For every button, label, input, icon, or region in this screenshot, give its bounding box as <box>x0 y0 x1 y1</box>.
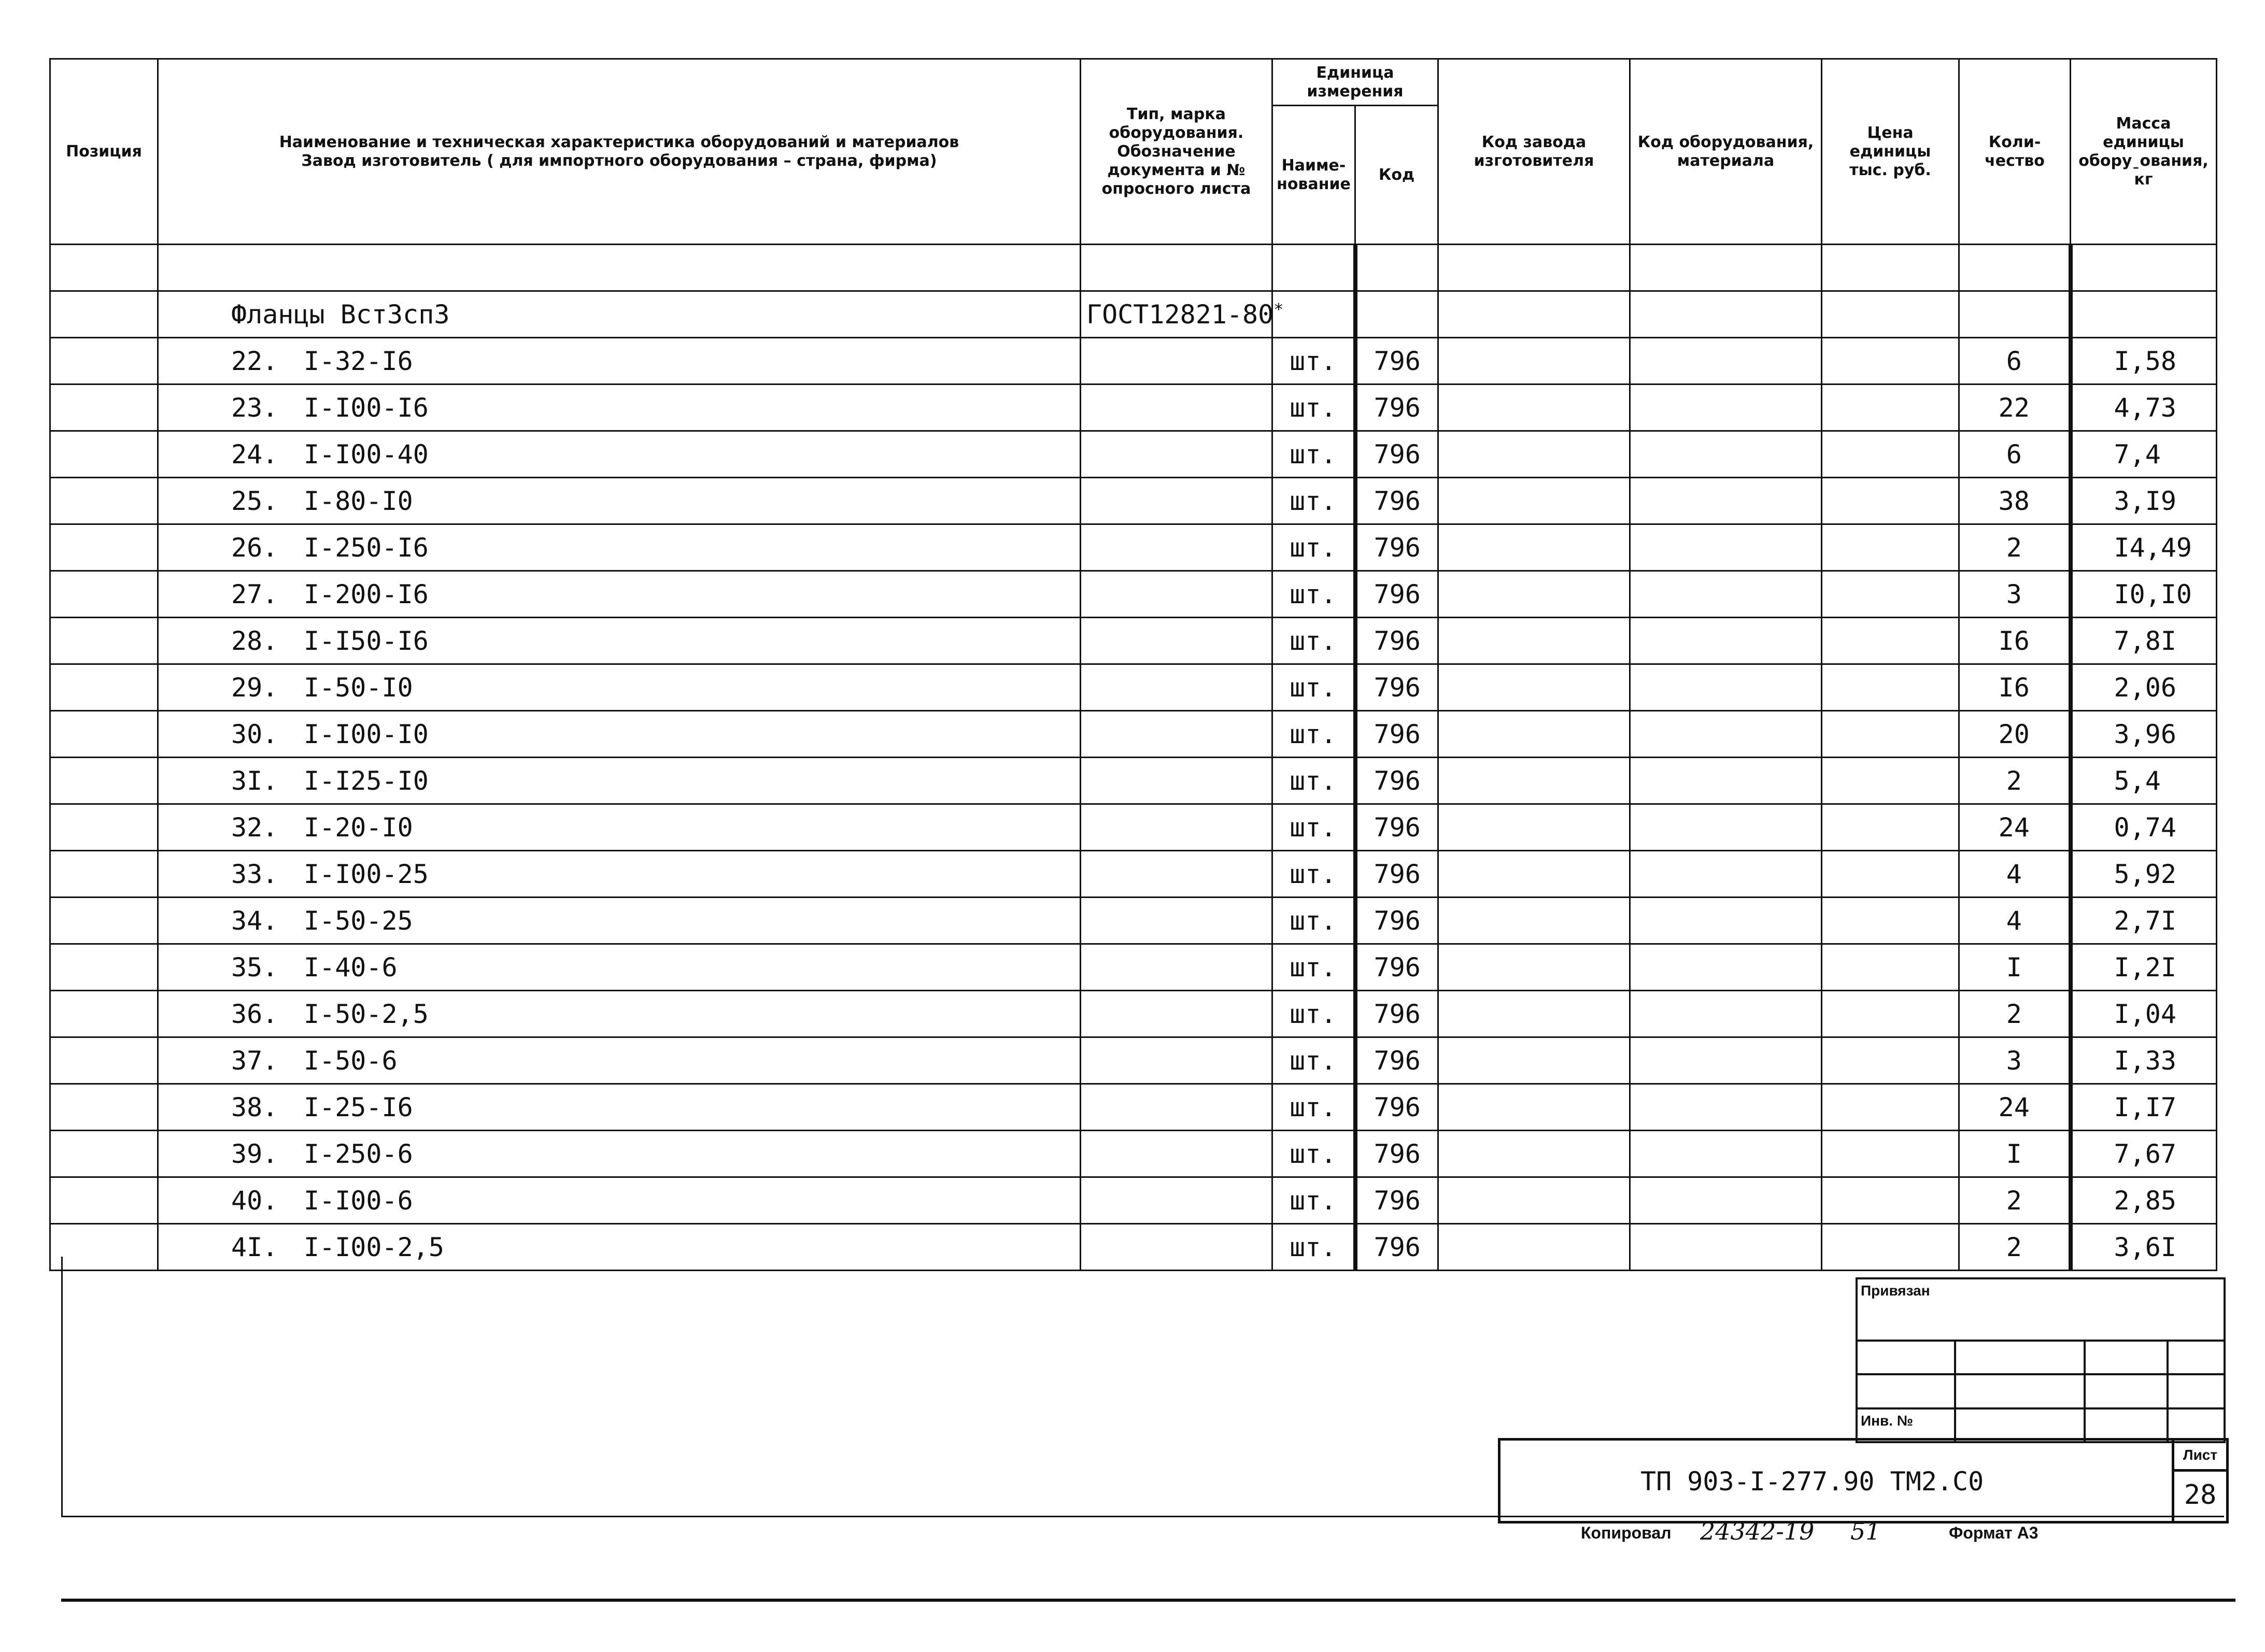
handwritten-number: 24342-19 <box>1700 1517 1815 1545</box>
header-price: Цена единицы тыс. руб. <box>1822 59 1959 245</box>
bottom-rule <box>61 1599 2235 1602</box>
row-name: I-50-2,5 <box>304 999 429 1029</box>
sheet-number: 28 <box>2184 1479 2217 1511</box>
row-unit: шт. <box>1290 719 1337 749</box>
row-mass: I,I7 <box>2114 1092 2176 1122</box>
row-name: I-250-6 <box>304 1138 413 1169</box>
row-number: 23. <box>231 392 278 423</box>
row-unit: шт. <box>1290 486 1337 516</box>
row-mass: I,58 <box>2114 346 2176 376</box>
table-row <box>50 524 2217 571</box>
table-row <box>50 1131 2217 1177</box>
row-mass: I,2I <box>2114 952 2176 982</box>
row-mass: 3,6I <box>2114 1232 2176 1262</box>
header-name-line2: Завод изготовитель ( для импортного оборудования – страна, фирма) <box>301 151 937 170</box>
row-unit: шт. <box>1290 625 1337 656</box>
row-number: 39. <box>231 1138 278 1169</box>
row-unit-code: 796 <box>1374 532 1421 563</box>
stamp-inv-label: Инв. № <box>1857 1408 1955 1442</box>
copied-label: Копировал <box>1581 1523 1672 1542</box>
header-name-line1: Наименование и техническая характеристика оборудований и материалов <box>279 133 959 151</box>
row-unit: шт. <box>1290 1185 1337 1216</box>
row-quantity: 6 <box>2006 346 2022 376</box>
row-mass: 3,I9 <box>2114 486 2176 516</box>
group-doc-text: ГОСТ12821-80 <box>1086 299 1274 330</box>
row-unit: шт. <box>1290 1232 1337 1262</box>
row-quantity: I <box>2006 952 2022 982</box>
row-name: I-80-I0 <box>304 486 413 516</box>
row-number: 24. <box>231 439 278 469</box>
row-number: 22. <box>231 346 278 376</box>
row-name: I-I00-I0 <box>304 719 429 749</box>
row-quantity: 2 <box>2006 999 2022 1029</box>
specification-table <box>49 58 2217 1271</box>
row-name: I-40-6 <box>304 952 398 982</box>
format-label: Формат А3 <box>1949 1523 2039 1542</box>
row-mass: 7,8I <box>2114 625 2176 656</box>
row-name: I-20-I0 <box>304 812 413 843</box>
row-quantity: 3 <box>2006 1045 2022 1076</box>
binding-stamp <box>1856 1277 2224 1443</box>
row-quantity: 4 <box>2006 859 2022 889</box>
row-unit-code: 796 <box>1374 859 1421 889</box>
row-number: 3I. <box>231 765 278 796</box>
table-row <box>50 804 2217 851</box>
table-row <box>50 338 2217 384</box>
row-name: I-50-I0 <box>304 672 413 703</box>
table-row <box>50 384 2217 431</box>
row-name: I-I00-40 <box>304 439 429 469</box>
group-row <box>50 291 2217 338</box>
row-number: 30. <box>231 719 278 749</box>
row-unit: шт. <box>1290 346 1337 376</box>
row-unit-code: 796 <box>1374 812 1421 843</box>
row-unit: шт. <box>1290 439 1337 469</box>
header-position: Позиция <box>50 59 158 245</box>
row-unit-code: 796 <box>1374 579 1421 609</box>
row-unit-code: 796 <box>1374 765 1421 796</box>
row-unit-code: 796 <box>1374 719 1421 749</box>
header-unit-group: Единица измерения <box>1272 59 1438 106</box>
row-number: 36. <box>231 999 278 1029</box>
row-quantity: 4 <box>2006 905 2022 936</box>
row-mass: I4,49 <box>2114 532 2192 563</box>
table-row <box>50 1177 2217 1224</box>
table-row <box>50 618 2217 664</box>
table-row <box>50 944 2217 991</box>
row-name: I-50-25 <box>304 905 413 936</box>
stamp-linked-label: Привязан <box>1857 1278 2225 1341</box>
row-unit-code: 796 <box>1374 905 1421 936</box>
row-mass: 2,06 <box>2114 672 2176 703</box>
header-equipment-code: Код оборудования, материала <box>1630 59 1822 245</box>
row-mass: I,04 <box>2114 999 2176 1029</box>
row-mass: 5,92 <box>2114 859 2176 889</box>
row-unit-code: 796 <box>1374 625 1421 656</box>
row-unit: шт. <box>1290 1045 1337 1076</box>
row-quantity: 3 <box>2006 579 2022 609</box>
row-unit: шт. <box>1290 532 1337 563</box>
row-number: 27. <box>231 579 278 609</box>
row-quantity: 2 <box>2006 1232 2022 1262</box>
row-number: 35. <box>231 952 278 982</box>
row-number: 34. <box>231 905 278 936</box>
handwritten-extra: 51 <box>1850 1517 1881 1545</box>
header-unit-name: Наиме-нование <box>1272 106 1355 245</box>
row-number: 40. <box>231 1185 278 1216</box>
row-mass: 4,73 <box>2114 392 2176 423</box>
row-mass: 3,96 <box>2114 719 2176 749</box>
group-name: Фланцы ВстЗсп3 <box>158 291 1081 338</box>
sheet-label: Лист <box>2174 1441 2226 1472</box>
row-number: 33. <box>231 859 278 889</box>
group-doc <box>1081 291 1284 338</box>
row-quantity: 22 <box>1998 392 2030 423</box>
group-doc-sup: * <box>1273 299 1284 319</box>
table-row <box>50 1037 2217 1084</box>
sheet-cell <box>2172 1441 2226 1521</box>
row-unit-code: 796 <box>1374 1232 1421 1262</box>
row-unit-code: 796 <box>1374 439 1421 469</box>
row-unit: шт. <box>1290 812 1337 843</box>
row-unit: шт. <box>1290 859 1337 889</box>
row-name: I-200-I6 <box>304 579 429 609</box>
row-mass: 2,85 <box>2114 1185 2176 1216</box>
row-unit: шт. <box>1290 579 1337 609</box>
row-number: 29. <box>231 672 278 703</box>
row-number: 32. <box>231 812 278 843</box>
row-unit-code: 796 <box>1374 392 1421 423</box>
header-mass: Масса единицы оборуˍования, кг <box>2071 59 2217 245</box>
row-unit-code: 796 <box>1374 672 1421 703</box>
row-unit: шт. <box>1290 1092 1337 1122</box>
row-unit-code: 796 <box>1374 999 1421 1029</box>
row-mass: I0,I0 <box>2114 579 2192 609</box>
row-name: I-I00-6 <box>304 1185 413 1216</box>
row-quantity: 24 <box>1998 1092 2030 1122</box>
row-unit-code: 796 <box>1374 346 1421 376</box>
table-row <box>50 1084 2217 1131</box>
row-unit: шт. <box>1290 765 1337 796</box>
row-quantity: 24 <box>1998 812 2030 843</box>
row-unit: шт. <box>1290 672 1337 703</box>
row-unit-code: 796 <box>1374 486 1421 516</box>
row-mass: 7,4 <box>2114 439 2161 469</box>
row-name: I-250-I6 <box>304 532 429 563</box>
table-row <box>50 851 2217 898</box>
table-row <box>50 898 2217 944</box>
row-quantity: 38 <box>1998 486 2030 516</box>
row-number: 4I. <box>231 1232 278 1262</box>
header-unit-code: Код <box>1355 106 1438 245</box>
table-row <box>50 711 2217 758</box>
row-number: 28. <box>231 625 278 656</box>
table-row <box>50 571 2217 618</box>
row-name: I-25-I6 <box>304 1092 413 1122</box>
row-name: I-50-6 <box>304 1045 398 1076</box>
row-number: 38. <box>231 1092 278 1122</box>
table-row <box>50 478 2217 524</box>
row-name: I-32-I6 <box>304 346 413 376</box>
row-mass: 0,74 <box>2114 812 2176 843</box>
row-name: I-I00-2,5 <box>304 1232 444 1262</box>
header-name <box>158 59 1081 245</box>
row-number: 25. <box>231 486 278 516</box>
header-factory-code: Код завода изготовителя <box>1438 59 1630 245</box>
row-quantity: I6 <box>1998 625 2030 656</box>
row-number: 26. <box>231 532 278 563</box>
row-unit: шт. <box>1290 1138 1337 1169</box>
header-type: Тип, марка оборудования. Обозначение документа и № опросного листа <box>1081 59 1272 245</box>
table-row <box>50 991 2217 1037</box>
document-code: ТП 903-I-277.90 ТМ2.С0 <box>1640 1466 1984 1497</box>
row-mass: 5,4 <box>2114 765 2161 796</box>
row-unit-code: 796 <box>1374 952 1421 982</box>
row-unit: шт. <box>1290 952 1337 982</box>
row-mass: I,33 <box>2114 1045 2176 1076</box>
row-unit-code: 796 <box>1374 1045 1421 1076</box>
row-quantity: 2 <box>2006 765 2022 796</box>
table-row <box>50 431 2217 478</box>
row-number: 37. <box>231 1045 278 1076</box>
row-name: I-I25-I0 <box>304 765 429 796</box>
row-quantity: I6 <box>1998 672 2030 703</box>
row-mass: 7,67 <box>2114 1138 2176 1169</box>
table-row <box>50 664 2217 711</box>
row-quantity: 2 <box>2006 1185 2022 1216</box>
row-unit-code: 796 <box>1374 1138 1421 1169</box>
row-unit-code: 796 <box>1374 1185 1421 1216</box>
row-unit: шт. <box>1290 999 1337 1029</box>
row-unit-code: 796 <box>1374 1092 1421 1122</box>
row-unit: шт. <box>1290 905 1337 936</box>
footer <box>1581 1517 2099 1555</box>
table-row <box>50 758 2217 804</box>
title-block <box>1498 1438 2229 1523</box>
row-name: I-I00-25 <box>304 859 429 889</box>
empty-row <box>50 245 2217 291</box>
header-quantity: Коли-чество <box>1959 59 2071 245</box>
row-quantity: 2 <box>2006 532 2022 563</box>
row-name: I-I00-I6 <box>304 392 429 423</box>
row-quantity: 6 <box>2006 439 2022 469</box>
row-unit: шт. <box>1290 392 1337 423</box>
row-quantity: I <box>2006 1138 2022 1169</box>
row-name: I-I50-I6 <box>304 625 429 656</box>
row-mass: 2,7I <box>2114 905 2176 936</box>
row-quantity: 20 <box>1998 719 2030 749</box>
